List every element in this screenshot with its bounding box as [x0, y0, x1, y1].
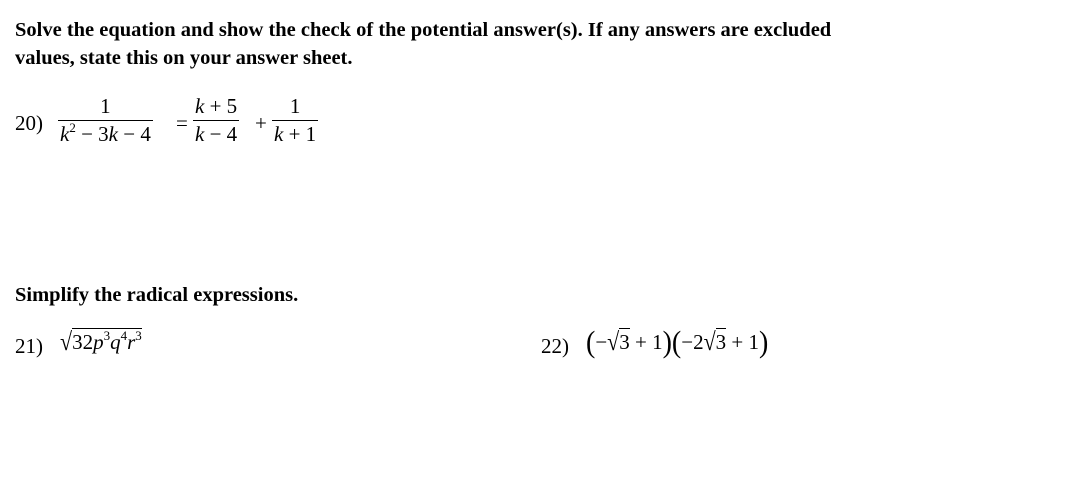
fraction-1-numerator: 1 — [100, 94, 111, 118]
plus-sign: + — [255, 111, 267, 135]
fraction-3-denominator: k + 1 — [274, 122, 317, 146]
problem-20-number: 20) — [15, 111, 43, 135]
problem-22-number: 22) — [541, 334, 569, 358]
fraction-1 — [58, 94, 153, 146]
equals-sign: = — [176, 111, 188, 135]
problem-21-expression — [60, 328, 142, 356]
fraction-2-bar — [193, 120, 239, 121]
fraction-1-denominator: $k^2 - 3k - 4$ — [60, 120, 151, 146]
instruction-line-2: values, state this on your answer sheet. — [15, 47, 353, 69]
instruction-line-1: Solve the equation and show the check of the potential answer(s). If any answers are excluded — [15, 19, 832, 41]
fraction-3-numerator: 1 — [289, 94, 301, 118]
problem-22-expression: (−√3 + 1)(−2√3 + 1) — [586, 325, 769, 360]
section-2-instruction: Simplify the radical expressions. — [15, 284, 299, 306]
problem-21-number: 21) — [15, 334, 43, 358]
fraction-2-numerator: k + 5 — [195, 94, 238, 118]
fraction-2-denominator: k − 4 — [195, 122, 238, 146]
fraction-3-bar — [272, 120, 318, 121]
fraction-3 — [272, 94, 318, 146]
radicand: $32p^3q^4r^3$ — [72, 328, 142, 354]
radical-sign: √ — [60, 327, 73, 356]
fraction-2 — [193, 94, 239, 146]
